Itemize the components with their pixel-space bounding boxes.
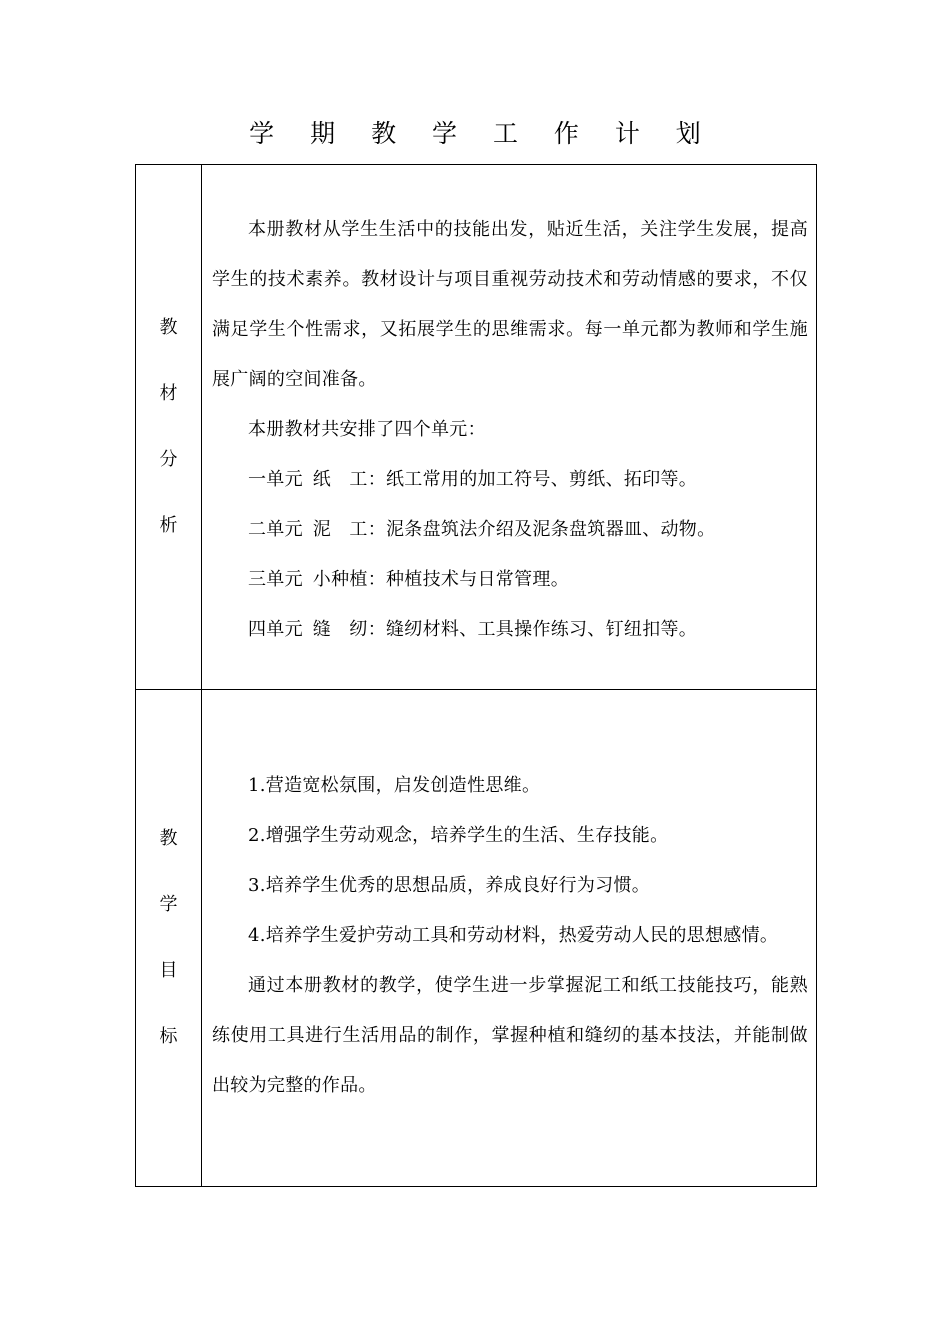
label-char: 目 [159,960,178,981]
analysis-summary: 本册教材共安排了四个单元： [248,419,486,440]
unit-topic: 小种植： [312,569,386,590]
unit-topic: 缝 纫： [312,619,386,640]
label-char: 教 [159,317,178,338]
unit-name: 一单元 [248,469,303,490]
goals-summary: 通过本册教材的教学，使学生进一步掌握泥工和纸工技能技巧，能熟练使用工具进行生活用品的制作，掌握种植和缝纫的基本技法，并能制做出较为完整的作品。 [212,975,808,1096]
teaching-goals-row [136,689,816,1186]
unit-item [212,505,808,555]
label-char: 材 [159,383,178,404]
unit-topic: 纸 工： [312,469,386,490]
unit-content: 泥条盘筑法介绍及泥条盘筑器皿、动物。 [386,519,716,540]
goal-item: 3.培养学生优秀的思想品质，养成良好行为习惯。 [248,875,651,896]
label-char: 析 [159,515,178,536]
unit-content: 缝纫材料、工具操作练习、钉纽扣等。 [386,619,698,640]
analysis-intro: 本册教材从学生生活中的技能出发，贴近生活，关注学生发展，提高学生的技术素养。教材设计与项目重视劳动技术和劳动情感的要求，不仅满足学生个性需求，又拓展学生的思维需求。每一单元都为教师和学生施展广阔的空间准备。 [212,219,808,390]
unit-topic: 泥 工： [312,519,386,540]
unit-name: 三单元 [248,569,303,590]
textbook-analysis-label [136,165,202,689]
label-char: 教 [159,828,178,849]
textbook-analysis-row [136,165,816,689]
goal-item: 1.营造宽松氛围，启发创造性思维。 [248,775,541,796]
goal-item: 2.增强学生劳动观念，培养学生的生活、生存技能。 [248,825,669,846]
textbook-analysis-content [202,165,816,689]
unit-item [212,455,808,505]
unit-item [212,555,808,605]
unit-name: 二单元 [248,519,303,540]
label-char: 分 [159,449,178,470]
teaching-goals-content [202,690,816,1186]
unit-item [212,605,808,655]
label-char: 学 [159,894,178,915]
page-title: 学 期 教 学 工 作 计 划 [249,119,715,148]
teaching-goals-label [136,690,202,1186]
label-char: 标 [159,1026,178,1047]
plan-table [135,164,817,1187]
goal-item: 4.培养学生爱护劳动工具和劳动材料，热爱劳动人民的思想感情。 [248,925,779,946]
unit-content: 种植技术与日常管理。 [386,569,569,590]
unit-content: 纸工常用的加工符号、剪纸、拓印等。 [386,469,698,490]
unit-name: 四单元 [248,619,303,640]
